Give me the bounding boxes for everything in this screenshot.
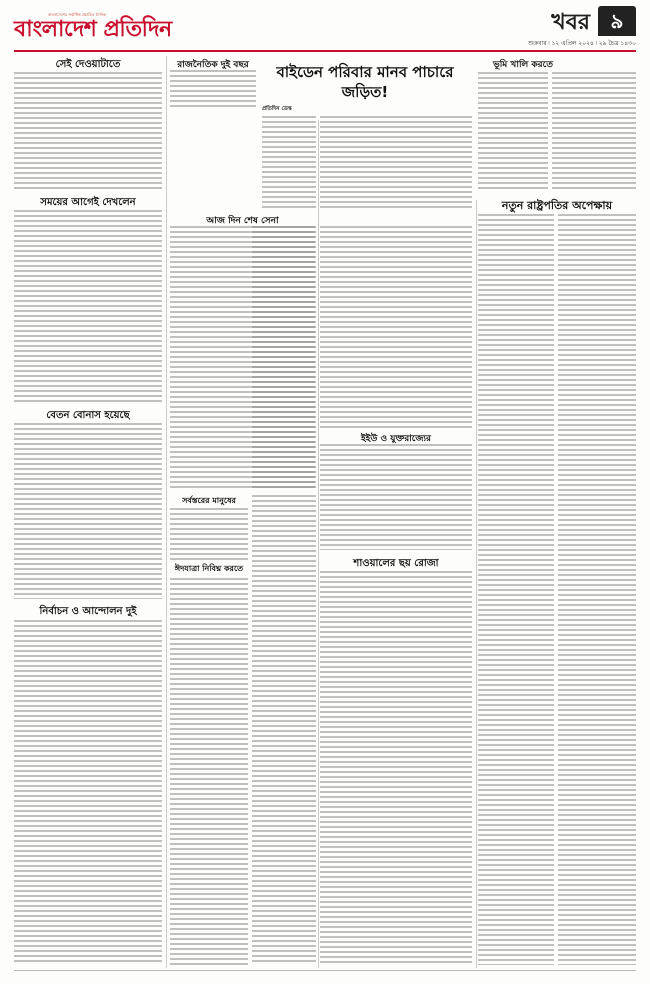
story-body: [320, 116, 472, 208]
story-headline: ঈদযাত্রা নিবিঘ্ন করতে: [174, 564, 244, 573]
column-divider: [476, 200, 477, 968]
story-body: [320, 444, 472, 550]
column-divider: [166, 56, 167, 968]
story-headline: সেই দেওয়াটাতে: [55, 59, 121, 70]
bottom-rule: [14, 970, 636, 971]
story-headline: ইইউ ও যুক্তরাজ্যের: [361, 434, 431, 444]
story-body: [558, 214, 636, 965]
story-headline: রাজনৈতিক দুই বছর: [177, 60, 249, 70]
story-body: [552, 72, 636, 192]
story-body: [14, 620, 162, 965]
story-body: [478, 214, 554, 965]
story-headline: নতুন রাষ্ট্রপতির অপেক্ষায়: [501, 199, 613, 212]
lead-byline: প্রতিদিন ডেস্ক: [262, 106, 292, 112]
story-headline: আজ দিন শেষ সেনা: [206, 216, 279, 226]
story-body: [320, 226, 472, 429]
masthead-rule: [14, 50, 636, 52]
story-body: [14, 72, 162, 190]
story-body: [478, 72, 548, 192]
lead-headline: বাইডেন পরিবার মানব পাচারে জড়িত!: [276, 63, 454, 101]
section-label: খবর: [551, 10, 590, 35]
story-body: [170, 578, 248, 966]
story-headline: শাওয়ালের ছয় রোজা: [353, 558, 439, 569]
story-headline: নির্বাচন ও আন্দোলন দুই: [39, 606, 137, 617]
story-body: [320, 571, 472, 965]
page-number: ৯: [598, 6, 636, 36]
logo-tagline: বাংলাদেশের সর্বাধিক প্রচারিত দৈনিক: [48, 12, 106, 17]
story-headline: বেতন বোনাস হয়েছে: [46, 410, 130, 421]
masthead: [14, 6, 636, 50]
story-body: [170, 508, 248, 560]
story-headline: সময়ের আগেই দেখলেন: [40, 197, 136, 208]
story-body: [262, 116, 316, 208]
logo-name: বাংলাদেশ প্রতিদিন: [14, 17, 172, 42]
story-body: [14, 210, 162, 402]
story-body: [14, 423, 162, 599]
newspaper-logo: [14, 8, 172, 48]
story-headline: সর্বস্তরের মানুষের: [182, 496, 236, 505]
column-divider: [318, 120, 319, 968]
story-headline: ভূমি খালি করতে: [493, 60, 553, 70]
story-body: [252, 226, 316, 491]
dateline: শুক্রবার ৷ ১২ এপ্রিল ২০২৪ ৷ ২৯ চৈত্র ১৪৩০: [528, 40, 636, 47]
story-body: [170, 70, 256, 110]
story-body: [252, 495, 316, 965]
